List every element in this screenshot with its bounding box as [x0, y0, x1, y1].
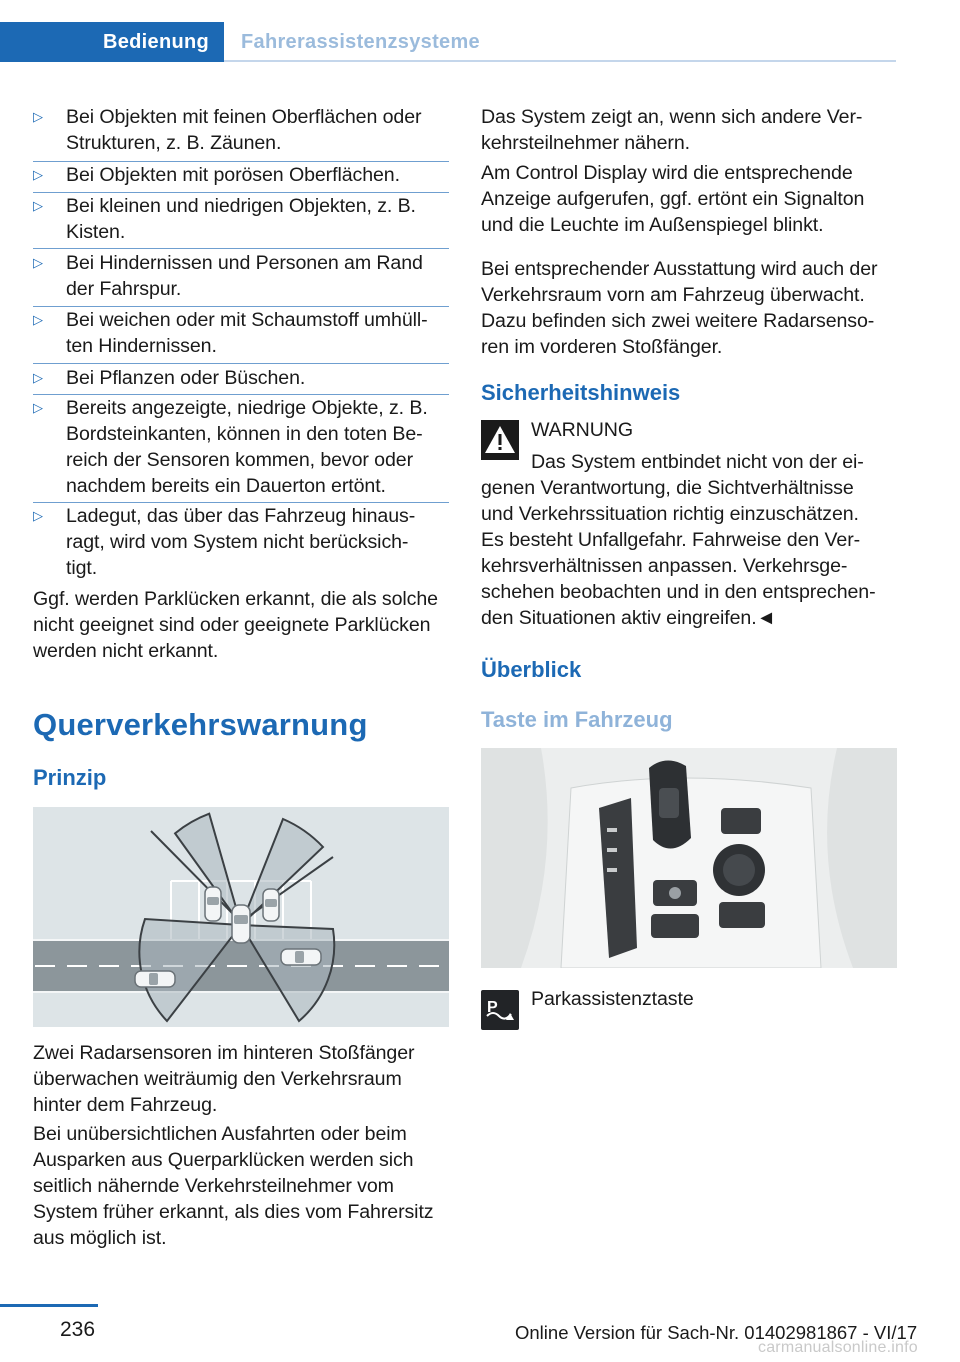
warning-label: WARNUNG [531, 419, 633, 441]
paragraph-line: Es besteht Unfallgefahr. Fahrweise den Ver‐ [481, 529, 861, 551]
list-item-line: Strukturen, z. B. Zäunen. [66, 132, 282, 154]
parking-assistant-label: Parkassistenztaste [531, 988, 694, 1010]
paragraph [33, 586, 453, 664]
paragraph-line: werden nicht erkannt. [33, 640, 219, 662]
paragraph-line: und die Leuchte im Außenspiegel blinkt. [481, 214, 824, 236]
bullet-triangle-icon: ▷ [33, 198, 43, 213]
cross-traffic-diagram [33, 807, 449, 1027]
divider [33, 248, 449, 249]
paragraph-line: Ggf. werden Parklücken erkannt, die als solche [33, 588, 438, 610]
center-console-drawing [481, 748, 897, 968]
paragraph-line: Das System zeigt an, wenn sich andere Ver‐ [481, 106, 863, 128]
list-item-line: tigt. [66, 557, 98, 579]
paragraph-line: genen Verantwortung, die Sichtverhältnisse [481, 477, 854, 499]
paragraph-line: Anzeige aufgerufen, ggf. ertönt ein Signalton [481, 188, 865, 210]
divider [33, 363, 449, 364]
list-item-line: Bei Pflanzen oder Büschen. [66, 367, 306, 389]
footer-rule [0, 1304, 98, 1307]
subsection-title-safety: Sicherheitshinweis [481, 380, 681, 405]
bullet-triangle-icon: ▷ [33, 508, 43, 523]
list-item-line: Kisten. [66, 221, 126, 243]
list-item-line: Bei kleinen und niedrigen Objekten, z. B. [66, 195, 416, 217]
center-console-illustration [481, 748, 897, 968]
warning-text [481, 475, 901, 631]
paragraph-line: überwachen weiträumig den Verkehrsraum [33, 1068, 402, 1090]
paragraph-line: schehen beobachten und in den entsprechen‐ [481, 581, 876, 603]
bullet-triangle-icon: ▷ [33, 167, 43, 182]
cross-traffic-illustration [33, 807, 449, 1027]
subsection-title-button: Taste im Fahrzeug [481, 707, 673, 732]
list-item-line: der Fahrspur. [66, 278, 182, 300]
list-item-line: ragt, wird vom System nicht berücksich‐ [66, 531, 409, 553]
bullet-triangle-icon: ▷ [33, 370, 43, 385]
list-item-line: Bei Objekten mit porösen Oberflächen. [66, 164, 400, 186]
paragraph-line: nicht geeignet sind oder geeignete Parklücken [33, 614, 431, 636]
paragraph-line: Verkehrsraum vorn am Fahrzeug überwacht. [481, 284, 865, 306]
paragraph-line: kehrsteilnehmer nähern. [481, 132, 690, 154]
paragraph-line: Ausparken aus Querparklücken werden sich [33, 1149, 414, 1171]
bullet-triangle-icon: ▷ [33, 400, 43, 415]
list-item-line: Bei weichen oder mit Schaumstoff umhüll‐ [66, 309, 428, 331]
paragraph [33, 1121, 453, 1251]
list-item-line: Bereits angezeigte, niedrige Objekte, z. B. [66, 397, 428, 419]
list-item-line: Bordsteinkanten, können in den toten Be‐ [66, 423, 423, 445]
paragraph-line: kehrsverhältnissen anpassen. Verkehrsge‐ [481, 555, 848, 577]
paragraph [481, 104, 901, 156]
paragraph-line: Dazu befinden sich zwei weitere Radarsenso‐ [481, 310, 875, 332]
section-title: Querverkehrswarnung [33, 707, 368, 742]
paragraph [481, 256, 901, 360]
paragraph-line: ren im vorderen Stoßfänger. [481, 336, 723, 358]
paragraph-line: und Verkehrssituation richtig einzuschätzen. [481, 503, 859, 525]
list-item-line: Bei Hindernissen und Personen am Rand [66, 252, 423, 274]
list-item-line: ten Hindernissen. [66, 335, 217, 357]
online-version: Online Version für Sach-Nr. 01402981867 - VI/17 [515, 1322, 918, 1343]
paragraph-line: Bei unübersichtlichen Ausfahrten oder beim [33, 1123, 407, 1145]
bullet-triangle-icon: ▷ [33, 312, 43, 327]
tab-fahrerassistenzsysteme: Fahrerassistenzsysteme [241, 31, 480, 53]
paragraph-line: System früher erkannt, als dies vom Fahrersitz [33, 1201, 434, 1223]
warning-icon [481, 420, 519, 460]
watermark: carmanualsonline.info [758, 1339, 918, 1356]
list-item-line: nachdem bereits ein Dauerton ertönt. [66, 475, 386, 497]
paragraph-line: Bei entsprechender Ausstattung wird auch der [481, 258, 878, 280]
paragraph-line: hinter dem Fahrzeug. [33, 1094, 218, 1116]
paragraph-line: seitlich nähernde Verkehrsteilnehmer vom [33, 1175, 394, 1197]
header-rule [224, 60, 896, 62]
svg-text:P: P [487, 999, 498, 1016]
paragraph-line: aus möglich ist. [33, 1227, 167, 1249]
bullet-triangle-icon: ▷ [33, 109, 43, 124]
list-item-line: Ladegut, das über das Fahrzeug hinaus‐ [66, 505, 416, 527]
parking-assistant-icon [481, 990, 519, 1030]
paragraph-line: den Situationen aktiv eingreifen.◄ [481, 607, 776, 629]
paragraph [481, 160, 901, 238]
paragraph-line: Zwei Radarsensoren im hinteren Stoßfänger [33, 1042, 415, 1064]
tab-bedienung: Bedienung [0, 22, 224, 62]
warning-text-first: Das System entbindet nicht von der ei‐ [531, 451, 864, 473]
list-item-line: Bei Objekten mit feinen Oberflächen oder [66, 106, 422, 128]
subsection-title-overview: Überblick [481, 657, 582, 682]
list-item-line: reich der Sensoren kommen, bevor oder [66, 449, 413, 471]
bullet-triangle-icon: ▷ [33, 255, 43, 270]
subsection-title: Prinzip [33, 765, 107, 790]
page-number: 236 [60, 1318, 96, 1341]
paragraph-line: Am Control Display wird die entsprechende [481, 162, 853, 184]
paragraph [33, 1040, 453, 1118]
